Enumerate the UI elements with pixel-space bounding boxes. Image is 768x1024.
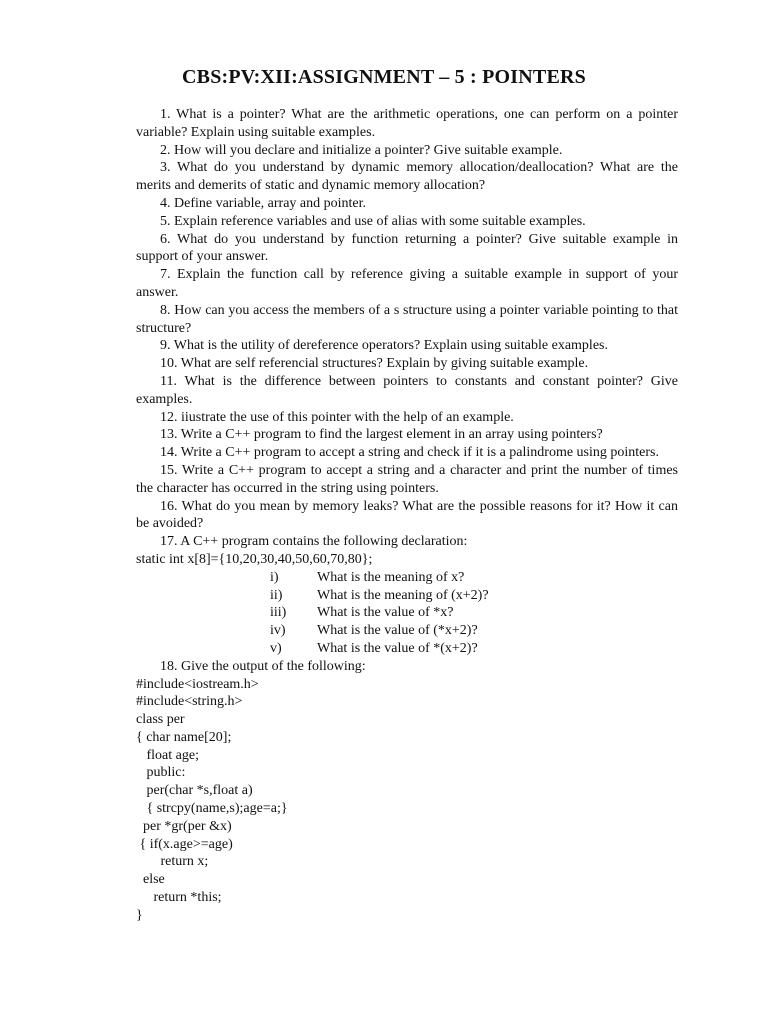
subquestion-number: i) [270, 569, 279, 585]
question-17: 17. A C++ program contains the following declaration: [160, 534, 468, 550]
question-8: 8. How can you access the members of a s structure using a pointer variable pointing to that structure? [136, 302, 678, 336]
question-12: 12. iiustrate the use of this pointer with the help of an example. [160, 409, 514, 425]
subquestion-ii [136, 587, 678, 605]
subquestion-text: What is the value of (*x+2)? [317, 623, 478, 639]
code-line: per *gr(per &x) [136, 818, 232, 834]
question-15: 15. Write a C++ program to accept a string and a character and print the number of times the character has occurred in the string using pointers. [136, 462, 678, 496]
question-16: 16. What do you mean by memory leaks? What are the possible reasons for it? How it can be avoided? [136, 498, 678, 532]
code-line: float age; [136, 747, 199, 763]
question-6: 6. What do you understand by function returning a pointer? Give suitable example in support of your answer. [136, 231, 678, 265]
code-line: class per [136, 712, 185, 728]
subquestion-text: What is the value of *(x+2)? [317, 640, 478, 656]
question-7: 7. Explain the function call by reference giving a suitable example in support of your answer. [136, 267, 678, 300]
question-11: 11. What is the difference between pointers to constants and constant pointer? Give examples. [136, 373, 678, 407]
assignment-body [136, 106, 678, 925]
code-line: } [136, 907, 143, 923]
code-line: public: [136, 765, 186, 781]
subquestion-number: v) [270, 640, 282, 656]
subquestion-number: iv) [270, 623, 286, 639]
array-declaration: static int x[8]={10,20,30,40,50,60,70,80}; [136, 551, 373, 567]
question-18: 18. Give the output of the following: [160, 658, 366, 674]
question-14: 14. Write a C++ program to accept a string and check if it is a palindrome using pointers. [160, 445, 660, 461]
subquestion-number: iii) [270, 605, 287, 621]
subquestion-text: What is the meaning of x? [317, 569, 465, 585]
code-line: { if(x.age>=age) [136, 836, 233, 852]
code-line: per(char *s,float a) [136, 783, 253, 799]
subquestion-iv [136, 622, 678, 640]
subquestion-iii [136, 604, 678, 622]
question-3: 3. What do you understand by dynamic memory allocation/deallocation? What are the merits and demerits of static and dynamic memory allocation? [136, 160, 678, 194]
question-1: 1. What is a pointer? What are the arithmetic operations, one can perform on a pointer variable? Explain using suitable examples. [136, 107, 678, 140]
code-line: return *this; [136, 890, 222, 906]
code-line: #include<iostream.h> [136, 676, 259, 692]
question-13: 13. Write a C++ program to find the largest element in an array using pointers? [160, 427, 603, 443]
question-10: 10. What are self referencial structures? Explain by giving suitable example. [160, 356, 589, 372]
code-line: else [136, 872, 165, 888]
page-title: CBS:PV:XII:ASSIGNMENT – 5 : POINTERS [182, 66, 586, 88]
subquestion-text: What is the meaning of (x+2)? [317, 587, 489, 603]
subquestion-i [136, 569, 678, 587]
code-line: return x; [136, 854, 209, 870]
question-2: 2. How will you declare and initialize a pointer? Give suitable example. [160, 142, 563, 158]
code-line: { strcpy(name,s);age=a;} [136, 801, 288, 817]
subquestion-number: ii) [270, 587, 283, 603]
code-line: #include<string.h> [136, 694, 243, 710]
question-4: 4. Define variable, array and pointer. [160, 195, 367, 211]
subquestion-v [136, 640, 678, 658]
code-listing [136, 676, 678, 925]
question-5: 5. Explain reference variables and use of alias with some suitable examples. [160, 213, 586, 229]
question-9: 9. What is the utility of dereference operators? Explain using suitable examples. [160, 338, 608, 354]
code-line: { char name[20]; [136, 729, 232, 745]
subquestion-text: What is the value of *x? [317, 605, 454, 621]
